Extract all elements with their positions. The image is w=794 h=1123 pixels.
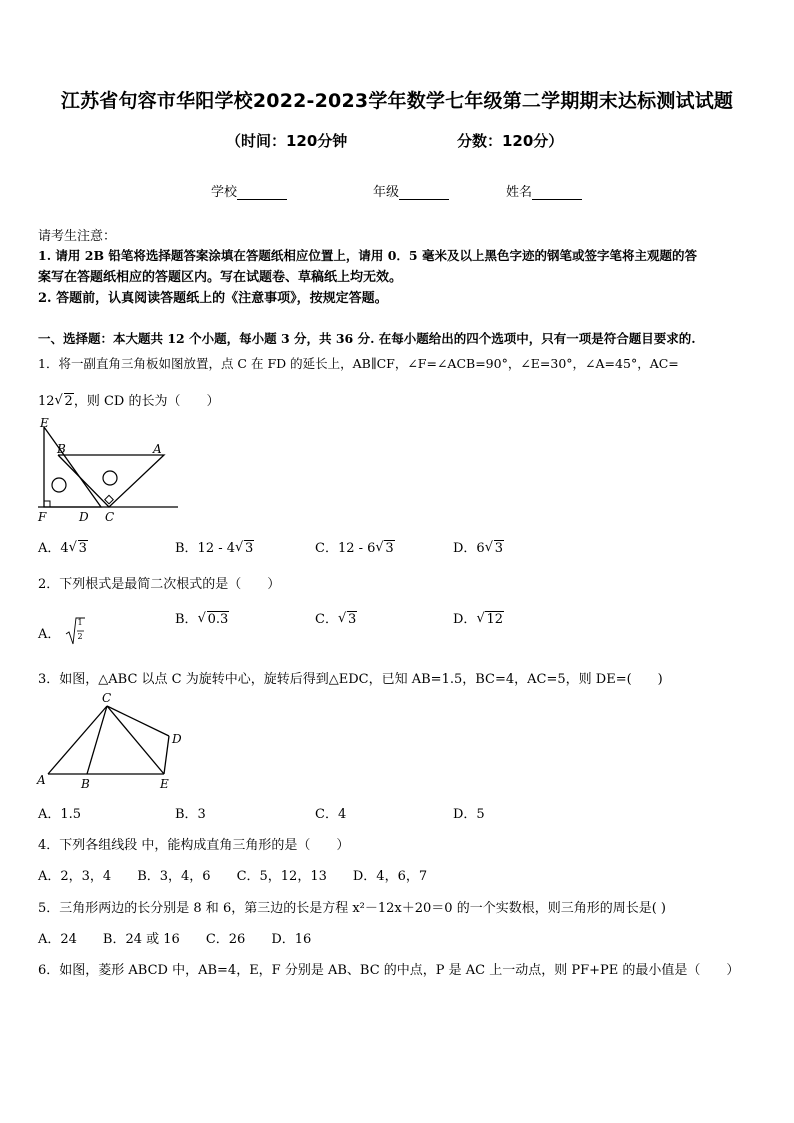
q1-option-a-sqrt (69, 541, 88, 556)
q3-label-c: C (102, 691, 112, 705)
q4-options[interactable]: A．2，3，4 B．3，4，6 C．5，12，13 D．4，6，7 (38, 869, 428, 884)
q3-line-de (164, 736, 169, 774)
q1-option-d-text: D．6 (453, 541, 485, 556)
q1-option-d-sqrt (485, 541, 504, 556)
q3-label-b: B (81, 777, 90, 791)
q2-option-d-radicand: 12 (486, 612, 503, 627)
q3-label-d: D (172, 732, 182, 746)
q2-option-b-radicand: 0.3 (207, 612, 229, 627)
exam-title: 江苏省句容市华阳学校2022-2023学年数学七年级第二学期期末达标测试试题 (60, 90, 734, 112)
q2-stem: 2．下列根式是最简二次根式的是（ ） (38, 577, 281, 592)
notice-heading: 请考生注意： (38, 229, 117, 244)
q1-stem-line1: 1．将一副直角三角板如图放置，点 C 在 FD 的延长上，AB∥CF，∠F=∠ACB=90°，∠E=30°，∠A=45°，AC= (38, 356, 679, 371)
q1-tail: ，则 CD 的长为（ ） (73, 394, 220, 409)
q1-figure (36, 415, 186, 527)
school-field[interactable] (211, 181, 287, 200)
q1-radicand: 2 (64, 394, 73, 409)
exam-time: （时间：120分钟 (226, 132, 348, 150)
q1-option-c-text: C．12 - 6 (315, 541, 376, 556)
q1-hole-1 (52, 478, 66, 492)
q6-stem: 6．如图，菱形 ABCD 中，AB=4，E，F 分别是 AB、BC 的中点，P 是 AC 上一动点，则 PF+PE 的最小值是（ ） (38, 963, 740, 978)
q1-right-angle-c (105, 495, 113, 503)
q1-triangle-abc (58, 455, 164, 507)
grade-label: 年级 (373, 185, 400, 200)
q3-line-cd (107, 706, 169, 736)
q2-option-a-label: A． (38, 627, 61, 642)
q1-option-c-radicand: 3 (385, 541, 394, 556)
q2-option-c-sqrt (338, 612, 357, 627)
q3-line-ce (107, 706, 164, 774)
q3-label-e: E (160, 777, 169, 791)
section1-heading: 一、选择题：本大题共 12 个小题，每小题 3 分，共 36 分. 在每小题给出的四个选项中，只有一项是符合题目要求的. (38, 331, 696, 346)
q3-option-b[interactable]: B．3 (175, 807, 206, 822)
school-label: 学校 (211, 185, 238, 200)
q2-option-c[interactable] (315, 608, 357, 627)
q5-stem: 5．三角形两边的长分别是 8 和 6，第三边的长是方程 x²－12x＋20＝0 的一个实数根，则三角形的周长是( ) (38, 901, 666, 916)
q1-option-a-text: A．4 (38, 541, 69, 556)
q1-label-e: E (40, 416, 49, 430)
q1-option-b-radicand: 3 (245, 541, 254, 556)
q1-label-b: B (57, 442, 66, 456)
q2-option-a[interactable] (38, 608, 85, 642)
q1-option-c[interactable] (315, 537, 395, 556)
q3-option-d[interactable]: D．5 (453, 807, 485, 822)
q1-option-b-text: B．12 - 4 (175, 541, 236, 556)
q3-line-bc (87, 706, 107, 774)
q2-option-c-radicand: 3 (347, 612, 357, 627)
q3-option-c[interactable]: C．4 (315, 807, 347, 822)
notice-item2: 2. 答题前，认真阅读答题纸上的《注意事项》，按规定答题。 (38, 291, 388, 306)
q3-option-a[interactable]: A．1.5 (38, 807, 82, 822)
name-label: 姓名 (506, 185, 533, 200)
exam-score: 分数：120分） (457, 132, 564, 150)
q1-option-b-sqrt (235, 541, 254, 556)
q1-label-c: C (105, 510, 115, 524)
q2-option-a-sqrt (65, 616, 85, 646)
q3-line-ac (48, 706, 107, 774)
grade-field[interactable] (373, 181, 449, 200)
notice-item1-line1: 1. 请用 2B 铅笔将选择题答案涂填在答题纸相应位置上，请用 0．5 毫米及以上黑色字迹的钢笔或签字笔将主观题的答 (38, 248, 697, 263)
q1-option-d[interactable] (453, 537, 504, 556)
q1-coef: 12 (38, 394, 55, 409)
q3-label-a: A (37, 773, 46, 787)
q1-sqrt (55, 394, 74, 409)
q2-option-a-denominator: 2 (77, 632, 83, 641)
q4-stem: 4．下列各组线段 中，能构成直角三角形的是（ ） (38, 838, 350, 853)
q1-option-a[interactable] (38, 537, 88, 556)
q2-option-b-sqrt (198, 612, 230, 627)
q1-hole-2 (103, 471, 117, 485)
q1-right-angle-f (44, 501, 50, 507)
school-blank[interactable] (237, 187, 287, 200)
name-field[interactable] (506, 181, 582, 200)
q3-figure (34, 688, 184, 794)
q2-option-d[interactable] (453, 608, 504, 627)
q2-option-b-label: B． (175, 612, 198, 627)
q1-stem-line2 (38, 390, 219, 409)
q1-label-f: F (38, 510, 47, 524)
name-blank[interactable] (532, 187, 582, 200)
q1-label-a: A (153, 442, 162, 456)
q1-option-c-sqrt (375, 541, 394, 556)
q1-option-b[interactable] (175, 537, 254, 556)
q1-triangle-def (44, 427, 101, 507)
q3-stem: 3．如图，△ABC 以点 C 为旋转中心，旋转后得到△EDC，已知 AB=1.5，BC=4，AC=5，则 DE=( ) (38, 672, 663, 687)
q5-options[interactable]: A．24 B．24 或 16 C．26 D．16 (38, 932, 312, 947)
notice-item1-line2: 案写在答题纸相应的答题区内。写在试题卷、草稿纸上均无效。 (38, 270, 403, 285)
q2-option-c-label: C． (315, 612, 338, 627)
q2-option-b[interactable] (175, 608, 229, 627)
q1-option-a-radicand: 3 (78, 541, 87, 556)
q2-option-d-sqrt (476, 612, 504, 627)
q2-option-d-label: D． (453, 612, 477, 627)
grade-blank[interactable] (399, 187, 449, 200)
q1-label-d: D (79, 510, 89, 524)
q2-option-a-numerator: 1 (77, 618, 83, 627)
q1-option-d-radicand: 3 (494, 541, 503, 556)
